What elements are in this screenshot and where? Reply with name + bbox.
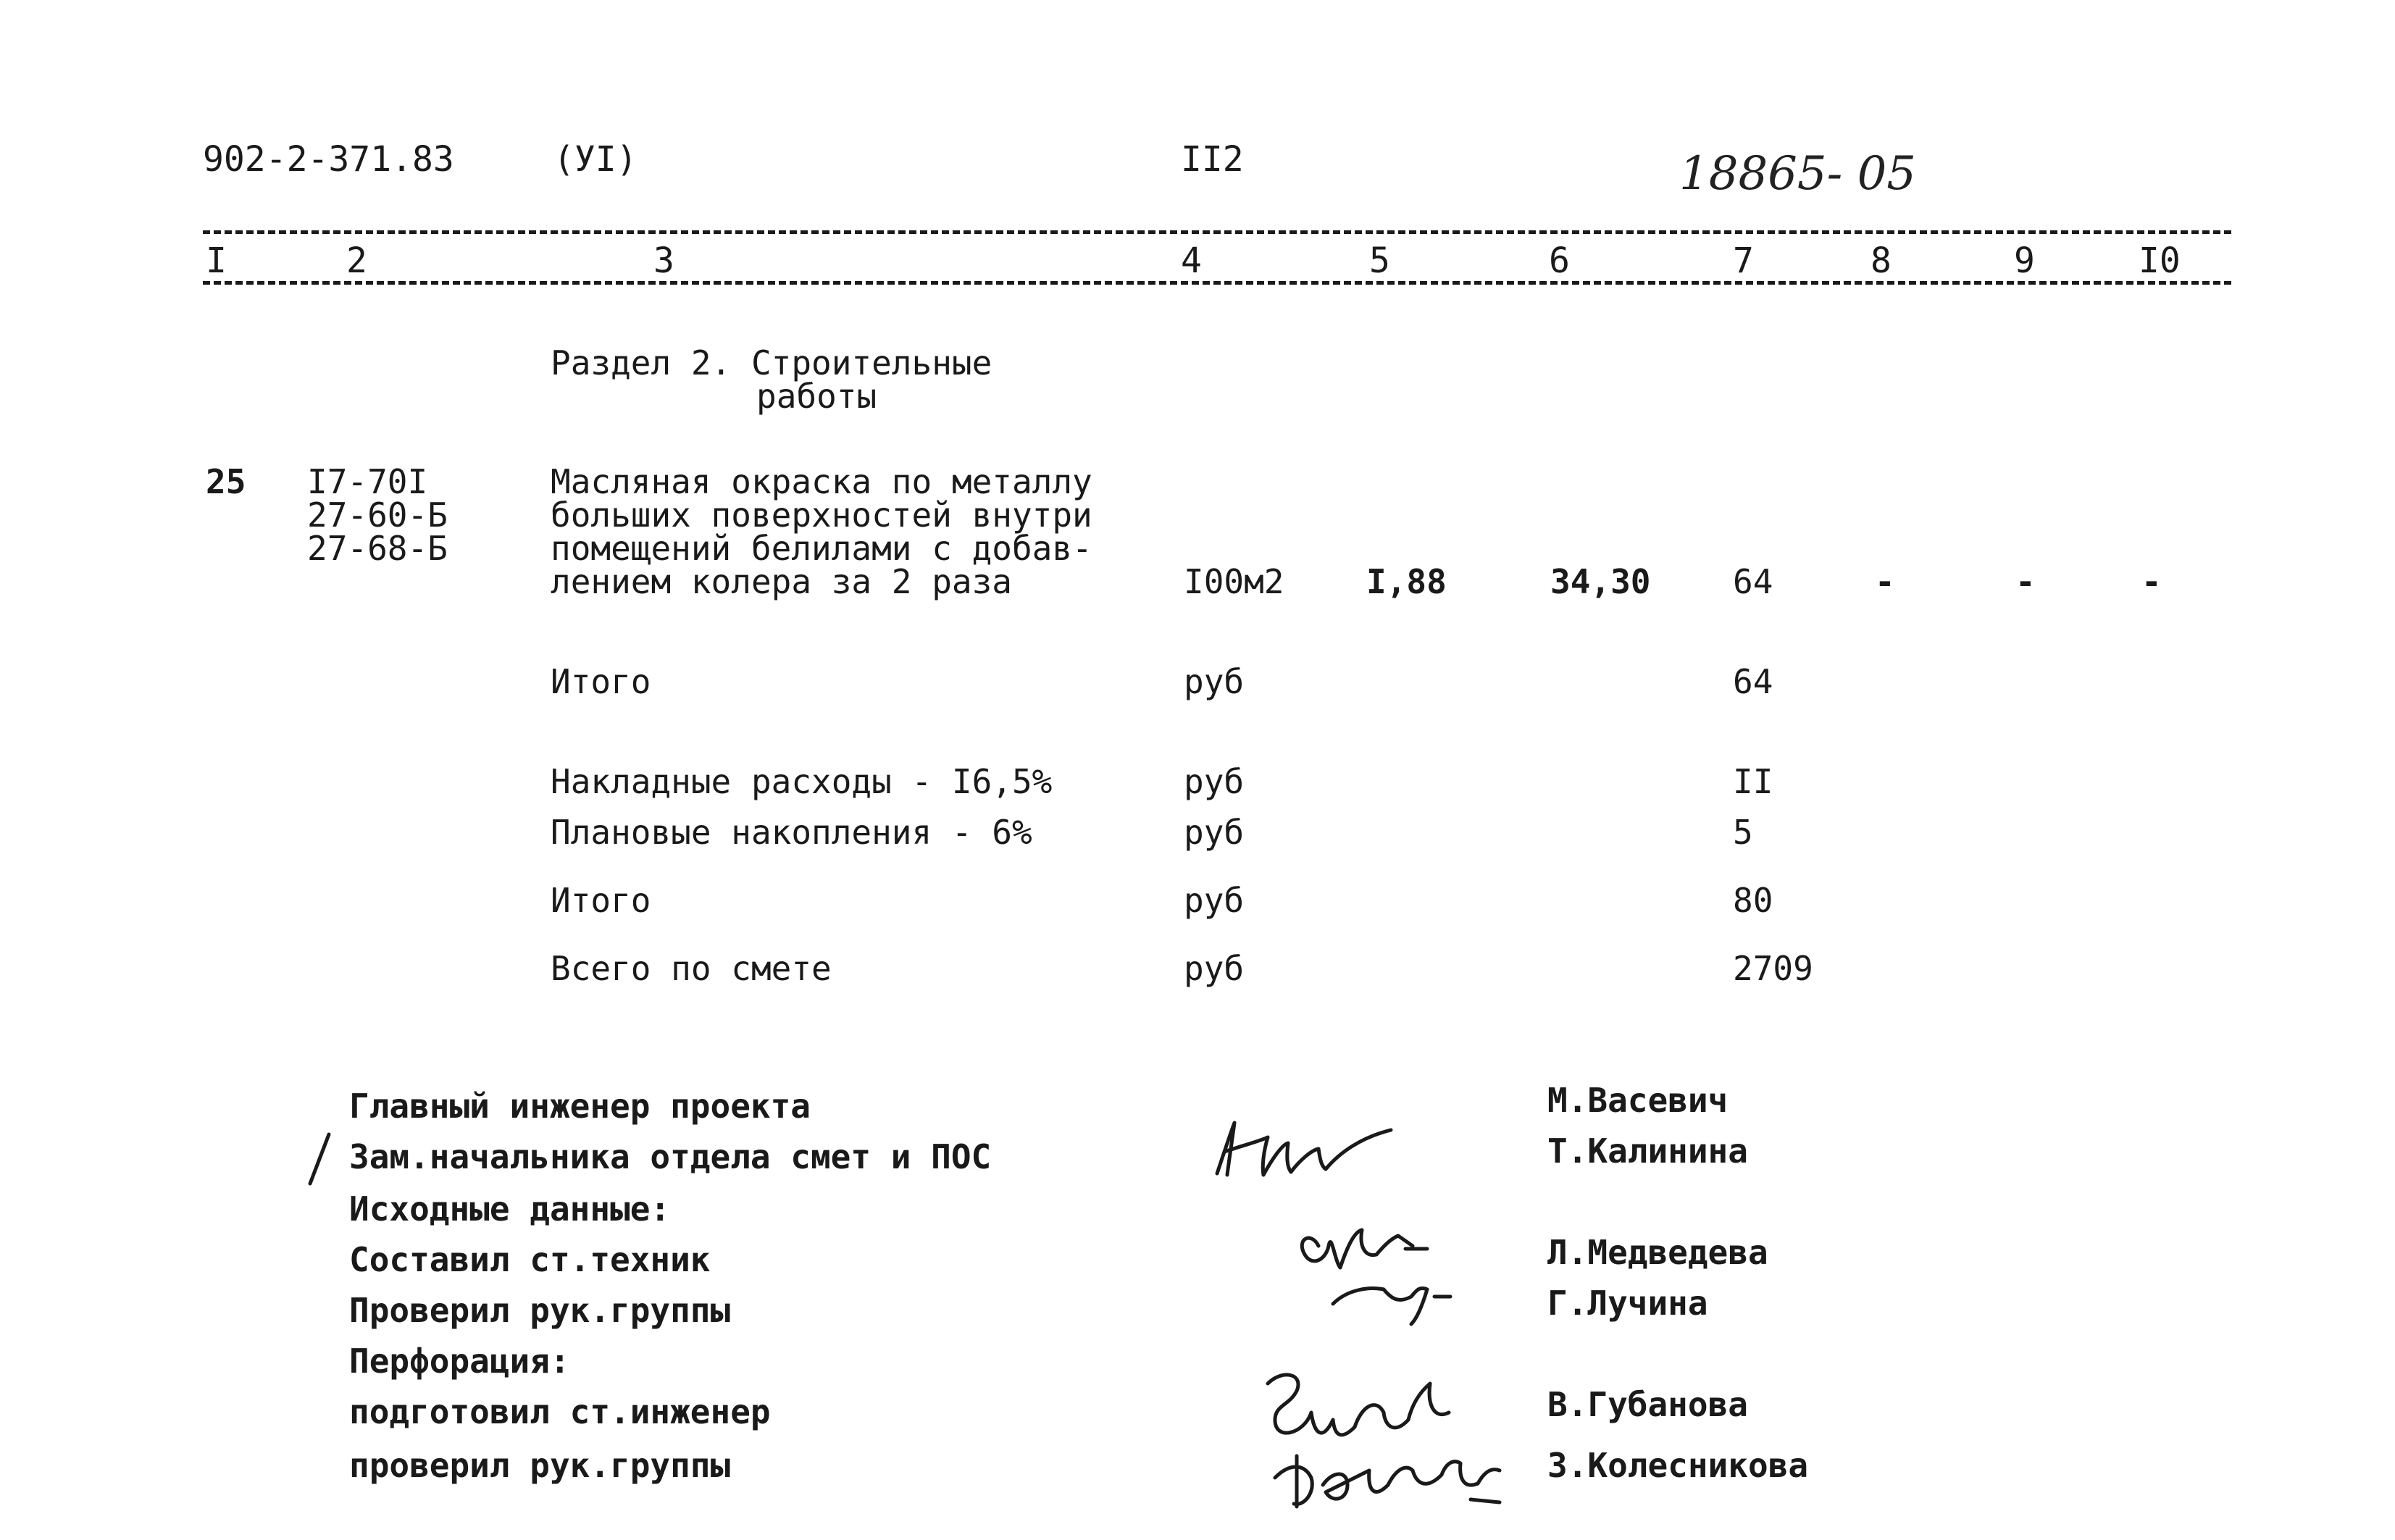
signatory-role: подготовил ст.инженер xyxy=(349,1392,771,1431)
planned-savings-unit: руб xyxy=(1184,813,1245,852)
subtotal-label: Итого xyxy=(551,662,651,701)
total-label: Итого xyxy=(551,881,651,920)
unit-of-measure: I00м2 xyxy=(1184,562,1284,601)
work-description-line: больших поверхностей внутри xyxy=(551,495,1092,535)
signatory-name: В.Губанова xyxy=(1547,1385,1748,1424)
column-number-4: 4 xyxy=(1181,240,1202,281)
column-8-value: - xyxy=(1875,562,1895,601)
volume-number: (УI) xyxy=(553,139,638,180)
section-title: Раздел 2. Строительные xyxy=(551,343,992,382)
row-total: 64 xyxy=(1733,562,1773,601)
page-number: II2 xyxy=(1181,139,1244,180)
signatory-role: Составил ст.техник xyxy=(349,1240,711,1279)
signatory-role: Главный инженер проекта xyxy=(349,1087,811,1126)
signatory-role: Проверил рук.группы xyxy=(349,1291,731,1330)
signatory-role: Перфорация: xyxy=(349,1342,570,1381)
document-code: 902-2-371.83 xyxy=(203,139,454,180)
column-number-7: 7 xyxy=(1733,240,1754,281)
section-title-continued: работы xyxy=(756,377,877,416)
signatory-name: Т.Калинина xyxy=(1547,1131,1748,1171)
column-number-6: 6 xyxy=(1549,240,1570,281)
signatory-role: проверил рук.группы xyxy=(349,1446,731,1485)
grand-total-value: 2709 xyxy=(1733,949,1813,988)
work-description-line: помещений белилами с добав- xyxy=(551,529,1092,568)
column-9-value: - xyxy=(2015,562,2036,601)
column-number-1: I xyxy=(206,240,227,281)
column-number-10: I0 xyxy=(2139,240,2181,281)
signatory-name: Л.Медведева xyxy=(1547,1233,1768,1272)
subtotal-unit: руб xyxy=(1184,662,1245,701)
work-description-line: Масляная окраска по металлу xyxy=(551,462,1092,501)
planned-savings-label: Плановые накопления - 6% xyxy=(551,813,1032,852)
norm-code: I7-70I xyxy=(307,462,428,501)
overhead-label: Накладные расходы - I6,5% xyxy=(551,762,1053,801)
registration-number: 18865- 05 xyxy=(1679,147,1916,201)
column-number-5: 5 xyxy=(1369,240,1390,281)
signatory-role: Зам.начальника отдела смет и ПОС xyxy=(349,1137,992,1176)
handwritten-signature xyxy=(1253,1362,1514,1521)
quantity: I,88 xyxy=(1366,562,1447,601)
work-description-line: лением колера за 2 раза xyxy=(551,562,1012,601)
grand-total-unit: руб xyxy=(1184,949,1245,988)
total-value: 80 xyxy=(1733,881,1773,920)
signatory-name: Г.Лучина xyxy=(1547,1284,1708,1323)
column-number-9: 9 xyxy=(2014,240,2035,281)
signatory-name: М.Васевич xyxy=(1547,1081,1729,1120)
handwritten-signature xyxy=(1290,1217,1478,1326)
planned-savings-value: 5 xyxy=(1733,813,1753,852)
subtotal-value: 64 xyxy=(1733,662,1773,701)
overhead-value: II xyxy=(1733,762,1773,801)
column-10-value: - xyxy=(2141,562,2162,601)
signatory-role: Исходные данные: xyxy=(349,1189,671,1229)
column-number-2: 2 xyxy=(346,240,367,281)
handwritten-signature xyxy=(1203,1108,1405,1188)
column-number-3: 3 xyxy=(653,240,674,281)
grand-total-label: Всего по смете xyxy=(551,949,832,988)
header-bottom-rule xyxy=(203,281,2231,285)
column-number-8: 8 xyxy=(1871,240,1892,281)
signatory-name: З.Колесникова xyxy=(1547,1446,1809,1485)
header-top-rule xyxy=(203,230,2231,234)
row-number: 25 xyxy=(206,462,246,501)
total-unit: руб xyxy=(1184,881,1245,920)
norm-code: 27-60-Б xyxy=(307,495,448,535)
unit-price: 34,30 xyxy=(1550,562,1651,601)
overhead-unit: руб xyxy=(1184,762,1245,801)
norm-code: 27-68-Б xyxy=(307,529,448,568)
margin-mark xyxy=(304,1130,333,1188)
